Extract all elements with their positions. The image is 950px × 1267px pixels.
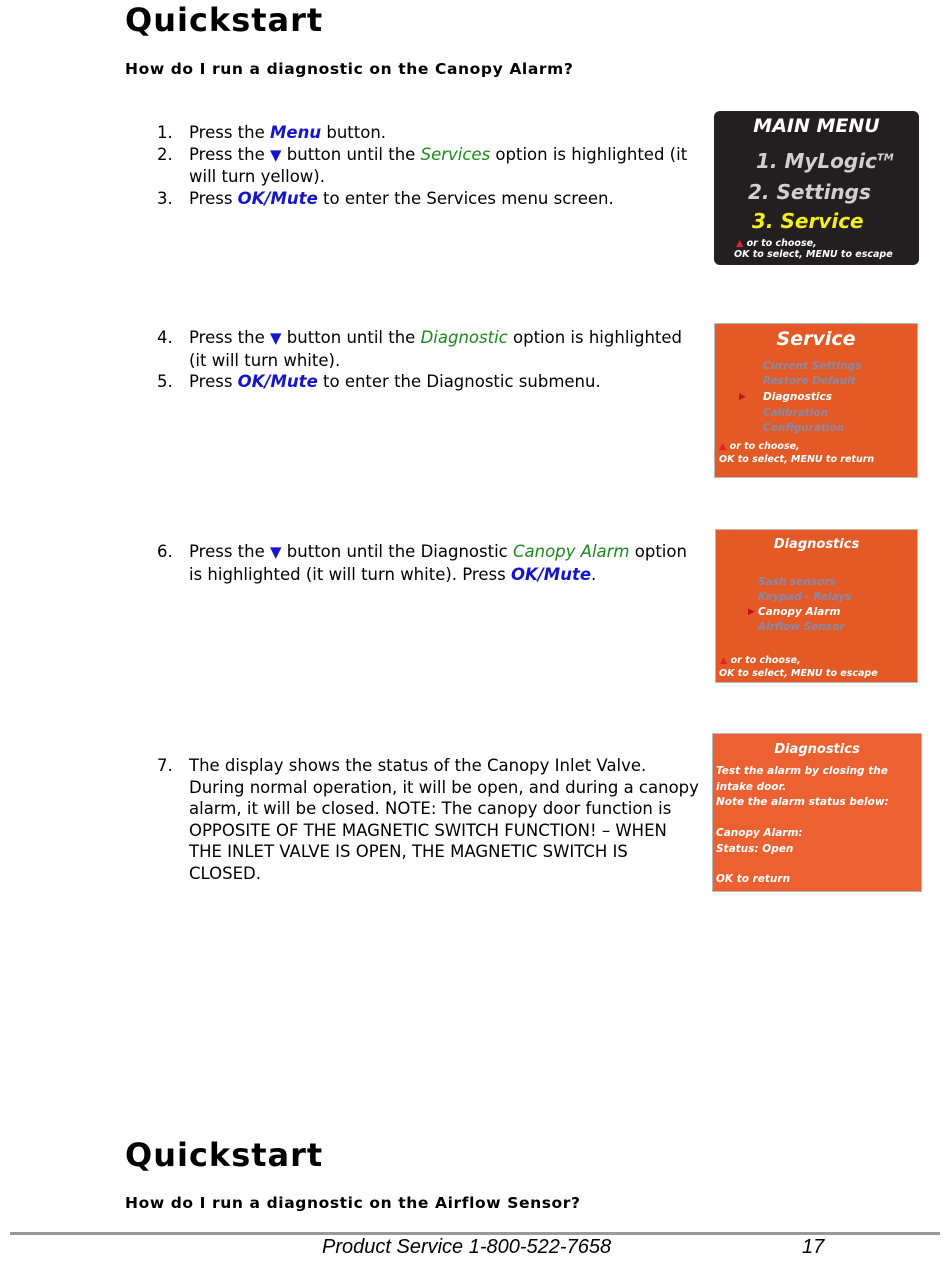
service-item-selected: Diagnostics bbox=[763, 391, 832, 403]
diagnostic-status-screen bbox=[712, 733, 922, 892]
page-number: 17 bbox=[802, 1236, 825, 1258]
hint-line-2: OK to select, MENU to escape bbox=[734, 249, 893, 260]
step-number: 4. bbox=[157, 328, 173, 347]
steps-group-2 bbox=[157, 327, 702, 393]
hint-line-2: OK to select, MENU to escape bbox=[719, 668, 878, 679]
hint-line-2: OK to select, MENU to return bbox=[719, 454, 875, 465]
main-menu-screen bbox=[714, 111, 919, 265]
section-title: Quickstart bbox=[125, 1136, 324, 1174]
footer-service-text: Product Service 1-800-522-7658 bbox=[322, 1236, 612, 1258]
status-text: Canopy Alarm: bbox=[716, 827, 803, 839]
button-name: OK/Mute bbox=[237, 188, 318, 208]
diagnostics-screen bbox=[715, 529, 918, 683]
step-text-run: option is highlighted (it will turn yellow). bbox=[189, 144, 688, 186]
step-number: 6. bbox=[157, 542, 173, 561]
step-text-run: Press the bbox=[189, 123, 270, 142]
steps-group-1 bbox=[157, 122, 702, 209]
list-item bbox=[157, 327, 702, 371]
list-item bbox=[157, 144, 702, 188]
page-title: Quickstart bbox=[125, 1, 324, 39]
step-text bbox=[189, 327, 702, 371]
step-text-run: Press the bbox=[189, 144, 270, 164]
hint-line: ▲ or to choose, bbox=[736, 238, 817, 249]
section-question: How do I run a diagnostic on the Canopy Alarm? bbox=[125, 60, 574, 78]
step-text-run: Press the bbox=[189, 328, 270, 347]
steps-group-4 bbox=[157, 755, 702, 884]
step-text-run: button until the bbox=[281, 328, 421, 347]
option-name: Diagnostic bbox=[420, 328, 508, 347]
step-text-run: . bbox=[591, 564, 597, 584]
up-arrow-icon: ▲ bbox=[719, 441, 727, 452]
section-question: How do I run a diagnostic on the Airflow Sensor? bbox=[125, 1194, 581, 1212]
steps-group-3 bbox=[157, 541, 702, 585]
step-text bbox=[189, 122, 702, 144]
status-value: Status: Open bbox=[716, 843, 794, 855]
step-text bbox=[189, 371, 702, 393]
service-screen bbox=[714, 323, 918, 478]
step-text-run: button until the Diagnostic bbox=[281, 542, 513, 561]
step-text-run: button until the bbox=[281, 144, 421, 164]
step-text-run: Press the bbox=[189, 542, 270, 561]
step-text bbox=[189, 541, 702, 585]
list-item bbox=[157, 188, 702, 210]
down-arrow-icon: ▼ bbox=[270, 145, 282, 164]
list-item bbox=[157, 122, 702, 144]
step-text-run: to enter the Diagnostic submenu. bbox=[317, 372, 601, 391]
option-name: Services bbox=[420, 144, 491, 164]
up-arrow-icon: ▲ bbox=[720, 655, 728, 666]
down-arrow-icon: ▼ bbox=[270, 329, 282, 347]
up-arrow-icon: ▲ bbox=[736, 238, 744, 249]
status-text: Note the alarm status below: bbox=[716, 796, 889, 808]
menu-item-settings: 2. Settings bbox=[748, 180, 871, 204]
selection-pointer-icon: ▶ bbox=[748, 607, 755, 617]
screen-title: Diagnostics bbox=[773, 537, 860, 552]
diagnostic-item: Sash sensors bbox=[758, 576, 836, 588]
step-text-run: option is highlighted (it will turn white). Press bbox=[189, 542, 687, 584]
selection-pointer-icon: ▶ bbox=[739, 392, 746, 402]
step-text-run: button. bbox=[321, 123, 387, 142]
menu-item-service: 3. Service bbox=[752, 209, 864, 233]
status-text: intake door. bbox=[716, 781, 787, 793]
step-number: 2. bbox=[157, 144, 173, 164]
step-number: 3. bbox=[157, 188, 173, 208]
button-name: Menu bbox=[270, 123, 322, 142]
service-item: Calibration bbox=[763, 407, 829, 419]
status-text: OK to return bbox=[716, 873, 791, 885]
service-item: Restore Default bbox=[763, 375, 856, 387]
step-text-run: option is highlighted (it will turn white). bbox=[189, 328, 683, 370]
step-text bbox=[189, 188, 702, 210]
button-name: OK/Mute bbox=[510, 564, 592, 584]
list-item bbox=[157, 541, 702, 585]
step-text-run: The display shows the status of the Canopy Inlet Valve. During normal operation, it will be open, and during a canopy alarm, it will be closed. NOTE: The canopy door function is OPPOSITE OF THE MAGNETIC SWITCH FUNCTION! – WHEN THE INLET VALVE IS OPEN, THE MAGNETIC SWITCH IS CLOSED. bbox=[189, 756, 699, 883]
step-number: 5. bbox=[157, 372, 173, 391]
list-item bbox=[157, 755, 702, 884]
hint-line: ▲ or to choose, bbox=[719, 441, 800, 452]
step-text bbox=[189, 144, 702, 188]
option-name: Canopy Alarm bbox=[512, 542, 630, 561]
step-text bbox=[189, 755, 702, 884]
step-text-run: Press bbox=[189, 372, 238, 391]
button-name: OK/Mute bbox=[237, 372, 318, 391]
diagnostic-item: Airflow Sensor bbox=[758, 621, 845, 633]
step-number: 1. bbox=[157, 123, 173, 142]
step-text-run: Press bbox=[189, 188, 238, 208]
service-item: Current Settings bbox=[763, 360, 862, 372]
step-text-run: to enter the Services menu screen. bbox=[317, 188, 614, 208]
menu-item-mylogic: 1. MyLogic™ bbox=[756, 149, 894, 173]
footer-divider bbox=[10, 1232, 940, 1235]
status-text: Test the alarm by closing the bbox=[716, 765, 888, 777]
service-item: Configuration bbox=[763, 422, 845, 434]
diagnostic-item-selected: Canopy Alarm bbox=[758, 606, 841, 618]
hint-line: ▲ or to choose, bbox=[720, 655, 801, 666]
screen-title: Diagnostics bbox=[774, 742, 860, 757]
step-number: 7. bbox=[157, 756, 173, 775]
diagnostic-item: Keypad - Relays bbox=[758, 591, 852, 603]
screen-title: MAIN MENU bbox=[753, 115, 880, 137]
down-arrow-icon: ▼ bbox=[270, 543, 282, 561]
list-item bbox=[157, 371, 702, 393]
screen-title: Service bbox=[776, 328, 856, 350]
